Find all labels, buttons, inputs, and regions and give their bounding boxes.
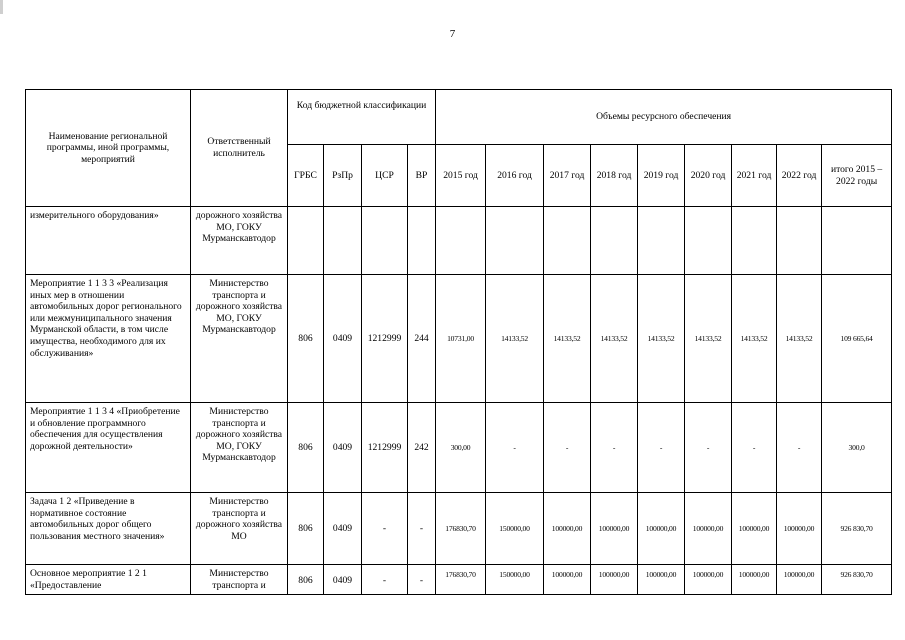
row-value-2021: 100000,00 [732, 565, 777, 595]
row-value-2016 [486, 207, 544, 275]
scan-edge-mark [0, 0, 3, 14]
row-executor: Министерство транспорта и дорожного хозяйства МО [191, 493, 288, 565]
row-code-grbs: 806 [288, 275, 324, 403]
row-value-2015: 176830,70 [436, 493, 486, 565]
table-row [26, 207, 892, 275]
row-executor: Министерство транспорта и [191, 565, 288, 595]
header-year-2022: 2022 год [777, 145, 822, 207]
row-code-rzpr: 0409 [324, 493, 362, 565]
row-name: Основное мероприятие 1 2 1 «Предоставление [26, 565, 191, 595]
row-code-csr: - [362, 493, 408, 565]
row-value-2022: 100000,00 [777, 493, 822, 565]
row-value-2022 [777, 207, 822, 275]
row-value-2018 [591, 207, 638, 275]
row-value-2018: - [591, 403, 638, 493]
row-value-2022: 100000,00 [777, 565, 822, 595]
row-code-rzpr [324, 207, 362, 275]
row-value-2019: 14133,52 [638, 275, 685, 403]
row-code-vr: 242 [408, 403, 436, 493]
header-budget-code: Код бюджетной классификации [288, 90, 436, 145]
row-value-total: 926 830,70 [822, 565, 892, 595]
row-value-total [822, 207, 892, 275]
row-value-2022: - [777, 403, 822, 493]
page-number: 7 [449, 28, 456, 40]
row-value-2017: 100000,00 [544, 493, 591, 565]
header-year-2021: 2021 год [732, 145, 777, 207]
row-code-csr [362, 207, 408, 275]
header-row-top [26, 90, 892, 145]
row-code-grbs: 806 [288, 565, 324, 595]
row-value-2021: 14133,52 [732, 275, 777, 403]
row-code-rzpr: 0409 [324, 565, 362, 595]
header-year-2020: 2020 год [685, 145, 732, 207]
row-name: Мероприятие 1 1 3 3 «Реализация иных мер в отношении автомобильных дорог регионального или межмуниципального значения Мурманской области, в том числе имущества, необходимого для их обслуживания» [26, 275, 191, 403]
row-value-2021: - [732, 403, 777, 493]
table-row [26, 565, 892, 595]
header-year-2018: 2018 год [591, 145, 638, 207]
row-code-csr: 1212999 [362, 403, 408, 493]
header-executor: Ответственный исполнитель [191, 90, 288, 207]
row-executor: Министерство транспорта и дорожного хозяйства МО, ГОКУ Мурманскавтодор [191, 403, 288, 493]
header-volumes: Объемы ресурсного обеспечения [436, 90, 892, 145]
header-year-2016: 2016 год [486, 145, 544, 207]
row-value-2020: - [685, 403, 732, 493]
row-code-grbs [288, 207, 324, 275]
row-value-2020: 14133,52 [685, 275, 732, 403]
row-executor: дорожного хозяйства МО, ГОКУ Мурманскавтодор [191, 207, 288, 275]
header-total: итого 2015 – 2022 годы [822, 145, 892, 207]
row-value-2020 [685, 207, 732, 275]
row-code-vr: - [408, 565, 436, 595]
row-name: Мероприятие 1 1 3 4 «Приобретение и обновление программного обеспечения для осуществления дорожной деятельности» [26, 403, 191, 493]
row-value-2017 [544, 207, 591, 275]
row-executor: Министерство транспорта и дорожного хозяйства МО, ГОКУ Мурманскавтодор [191, 275, 288, 403]
row-code-vr: - [408, 493, 436, 565]
row-value-2016: - [486, 403, 544, 493]
header-code-csr: ЦСР [362, 145, 408, 207]
row-value-2015: 10731,00 [436, 275, 486, 403]
budget-table [25, 89, 892, 595]
row-value-2017: 100000,00 [544, 565, 591, 595]
row-value-2016: 14133,52 [486, 275, 544, 403]
row-value-total: 109 665,64 [822, 275, 892, 403]
header-name: Наименование региональной программы, иной программы, мероприятий [26, 90, 191, 207]
row-value-2019: 100000,00 [638, 565, 685, 595]
row-code-rzpr: 0409 [324, 275, 362, 403]
row-value-2017: - [544, 403, 591, 493]
row-code-grbs: 806 [288, 403, 324, 493]
row-value-2018: 14133,52 [591, 275, 638, 403]
header-year-2015: 2015 год [436, 145, 486, 207]
table-row [26, 275, 892, 403]
row-value-2016: 150000,00 [486, 493, 544, 565]
row-code-csr: - [362, 565, 408, 595]
table-row [26, 403, 892, 493]
row-value-2016: 150000,00 [486, 565, 544, 595]
row-value-2021: 100000,00 [732, 493, 777, 565]
row-code-vr [408, 207, 436, 275]
row-value-2021 [732, 207, 777, 275]
row-name: измерительного оборудования» [26, 207, 191, 275]
row-value-2015: 300,00 [436, 403, 486, 493]
row-value-2018: 100000,00 [591, 565, 638, 595]
row-value-2020: 100000,00 [685, 493, 732, 565]
row-value-2019 [638, 207, 685, 275]
table-row [26, 493, 892, 565]
row-value-2015 [436, 207, 486, 275]
header-year-2017: 2017 год [544, 145, 591, 207]
header-code-vr: ВР [408, 145, 436, 207]
row-value-total: 300,0 [822, 403, 892, 493]
row-code-rzpr: 0409 [324, 403, 362, 493]
row-value-2017: 14133,52 [544, 275, 591, 403]
header-year-2019: 2019 год [638, 145, 685, 207]
row-value-2018: 100000,00 [591, 493, 638, 565]
row-value-total: 926 830,70 [822, 493, 892, 565]
row-code-vr: 244 [408, 275, 436, 403]
header-code-grbs: ГРБС [288, 145, 324, 207]
header-code-rzpr: РзПр [324, 145, 362, 207]
row-value-2015: 176830,70 [436, 565, 486, 595]
row-value-2020: 100000,00 [685, 565, 732, 595]
row-value-2019: 100000,00 [638, 493, 685, 565]
row-code-grbs: 806 [288, 493, 324, 565]
row-name: Задача 1 2 «Приведение в нормативное состояние автомобильных дорог общего пользования местного значения» [26, 493, 191, 565]
row-value-2019: - [638, 403, 685, 493]
row-code-csr: 1212999 [362, 275, 408, 403]
row-value-2022: 14133,52 [777, 275, 822, 403]
